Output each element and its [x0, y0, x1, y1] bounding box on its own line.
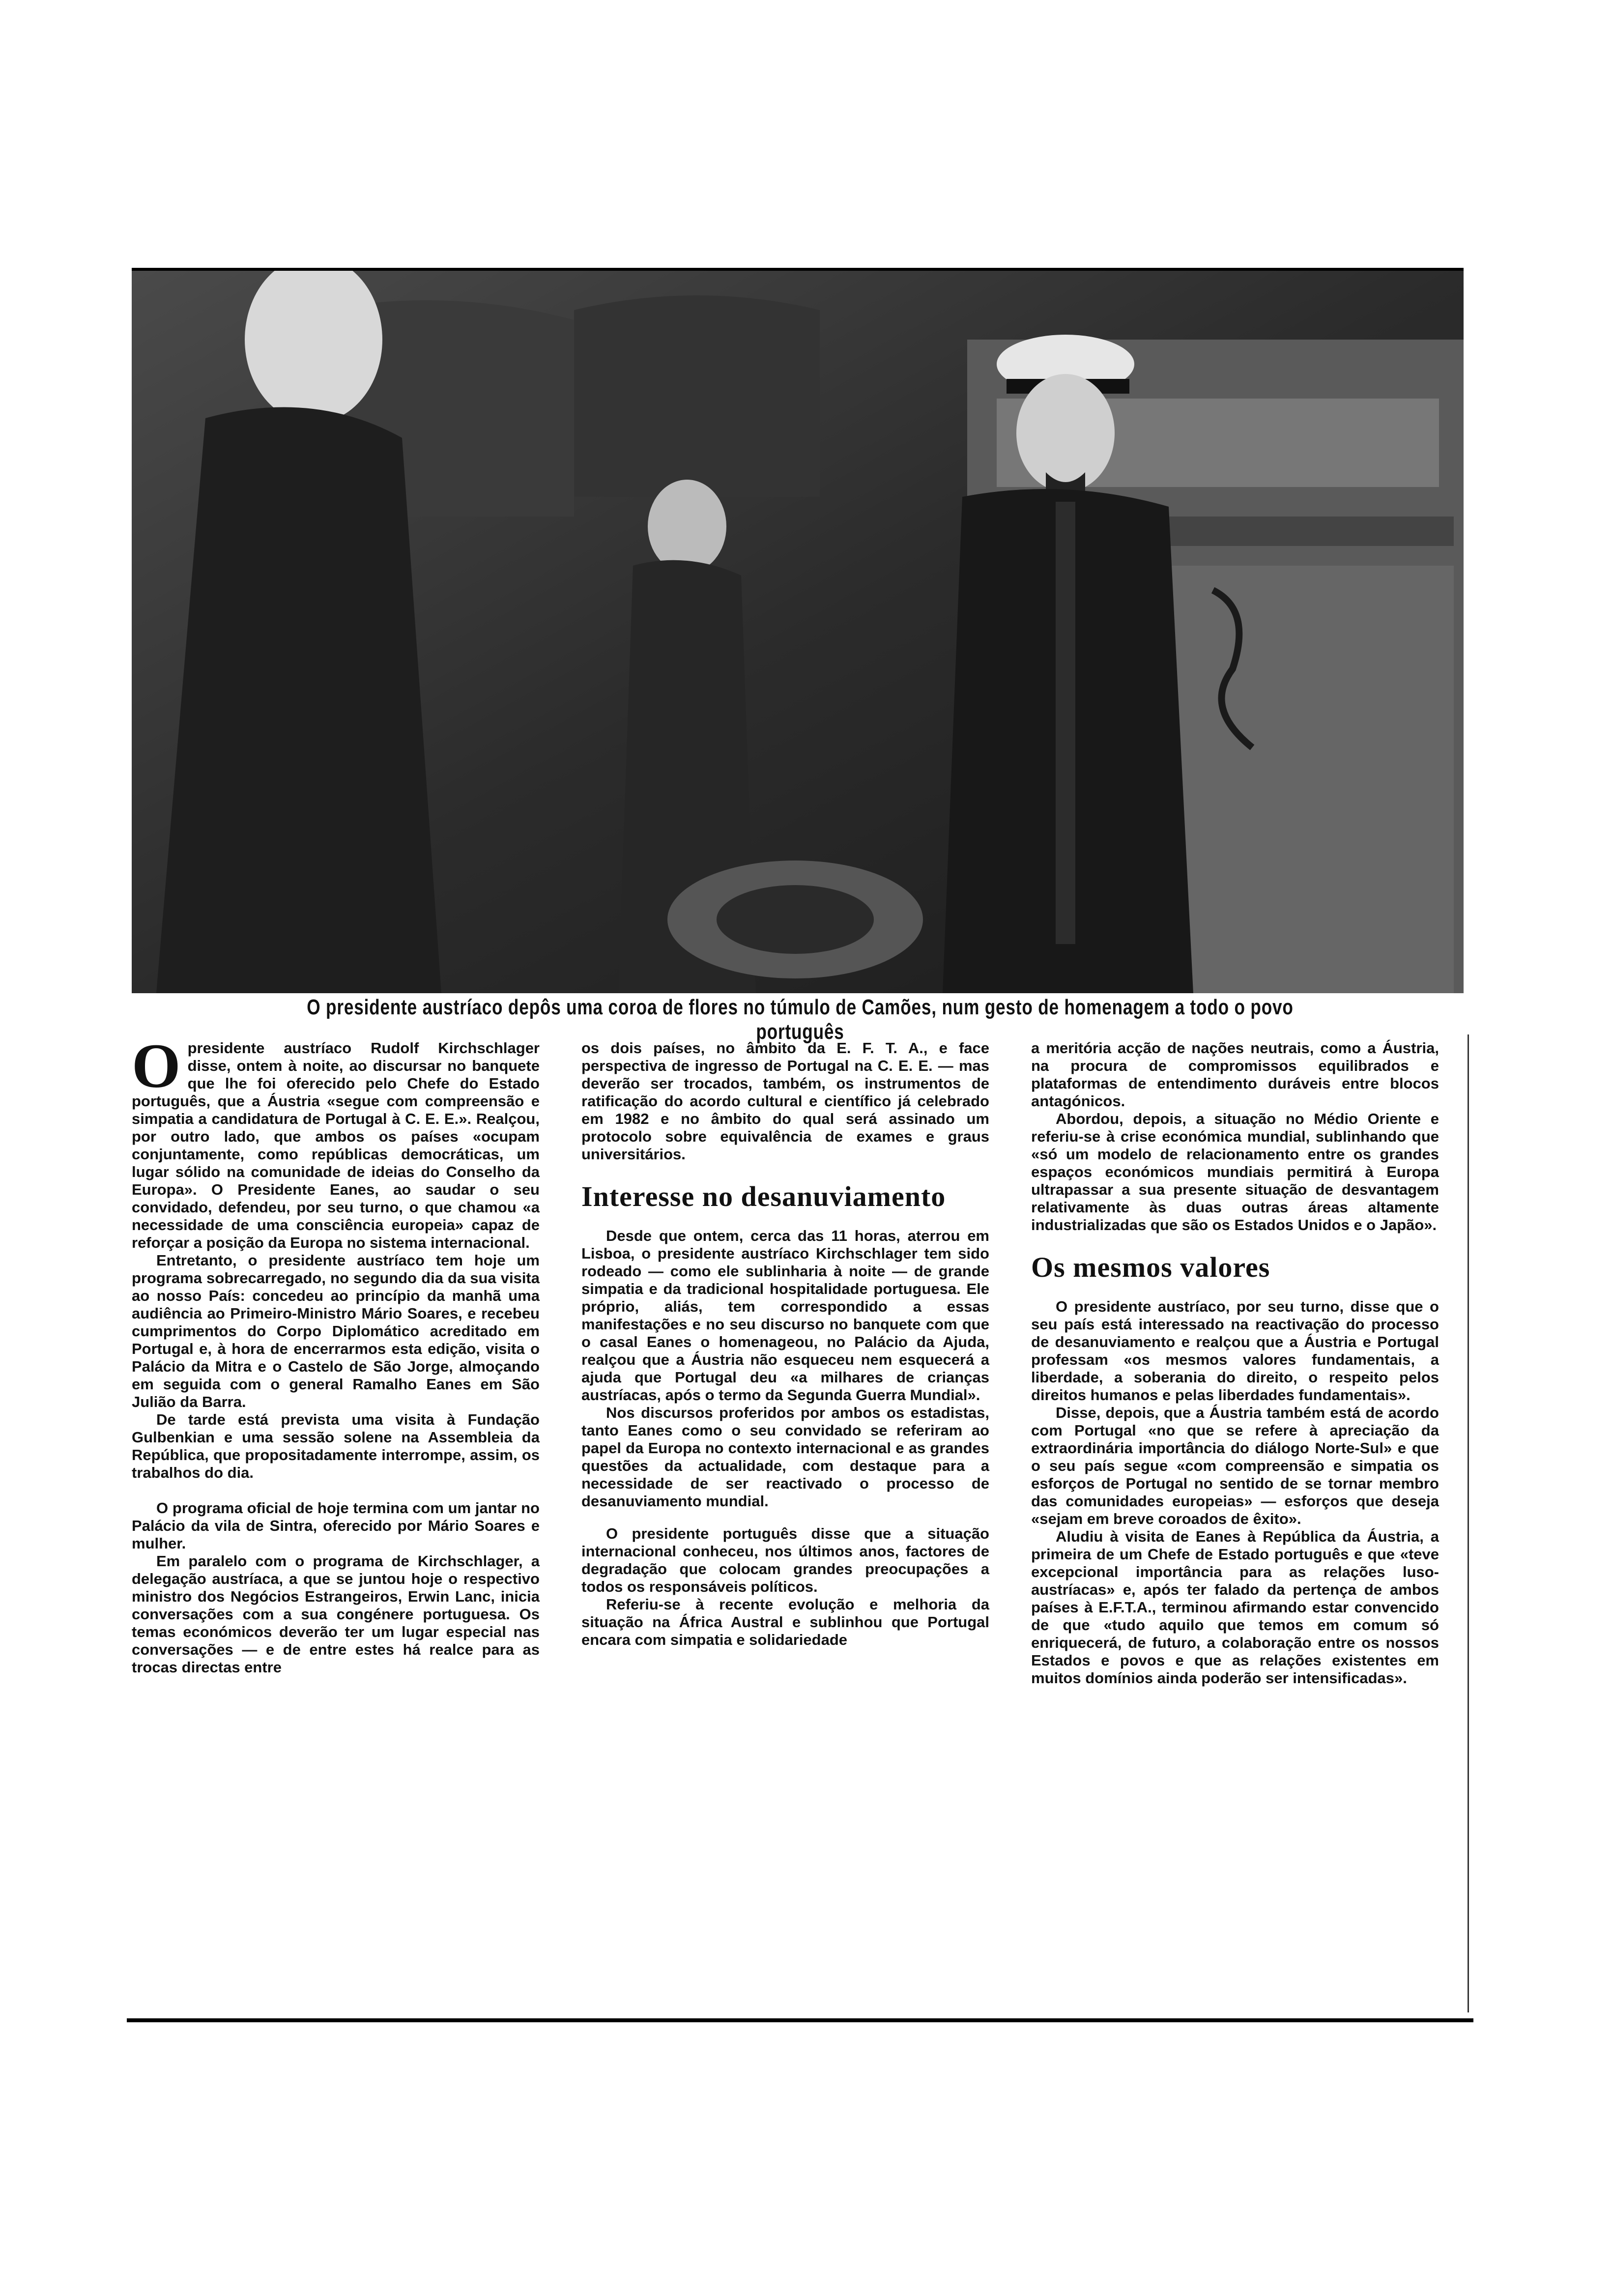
paragraph: os dois países, no âmbito da E. F. T. A., e face perspectiva de ingresso de Portugal na C. E. E. — mas deverão ser trocados, também, os instrumentos de ratificação do acordo cultural e científico já celebrado em 1982 e no âmbito do qual será assinado um protocolo sobre equivalência de exames e graus universitários. — [581, 1039, 989, 1163]
article-column-1 — [132, 1031, 540, 1676]
paragraph: Abordou, depois, a situação no Médio Oriente e referiu-se à crise económica mundial, sublinhando que «só um modelo de relacionamento entre os grandes espaços económicos mundiais permitirá à Europa ultrapassar a sua presente situação de desvantagem relativamente às duas outras áreas altamente industrializadas que são os Estados Unidos e o Japão». — [1031, 1110, 1439, 1234]
paragraph: Nos discursos proferidos por ambos os estadistas, tanto Eanes como o seu convidado se referiram ao papel da Europa no contexto internacional e as grandes questões da actualidade, com destaque para a necessidade de ser reactivado o processo de desanuviamento mundial. — [581, 1404, 989, 1510]
paragraph: O presidente português disse que a situação internacional conheceu, nos últimos anos, factores de degradação que colocam grandes preocupações a todos os responsáveis políticos. — [581, 1525, 989, 1595]
paragraph: Desde que ontem, cerca das 11 horas, aterrou em Lisboa, o presidente austríaco Kirchschlager tem sido rodeado — como ele sublinharia à noite — de grande simpatia e da tradicional hospitalidade portuguesa. Ele próprio, aliás, tem correspondido a essas manifestações e no seu discurso no banquete com que o casal Eanes o homenageou, no Palácio da Ajuda, realçou que a Áustria não esqueceu nem esquecerá a ajuda que Portugal deu «a milhares de crianças austríacas, após o termo da Segunda Guerra Mundial». — [581, 1227, 989, 1404]
paragraph: presidente austríaco Rudolf Kirchschlager disse, ontem à noite, ao discursar no banquete que lhe foi oferecido pelo Chefe do Estado português, que a Áustria «segue com compreensão e simpatia a candidatura de Portugal à C. E. E.». Realçou, por outro lado, que ambos os países «ocupam conjuntamente, como repúblicas democráticas, um lugar sólido na comunidade de ideias do Conselho da Europa». O Presidente Eanes, ao saudar o seu convidado, defendeu, por seu turno, o que chamou «a necessidade de uma consciência europeia» capaz de reforçar a posição da Europa no sistema internacional. — [132, 1039, 540, 1251]
paragraph: De tarde está prevista uma visita à Fundação Gulbenkian e uma sessão solene na Assembleia da República, que propositadamente interrompe, assim, os trabalhos do dia. — [132, 1411, 540, 1481]
article-column-3 — [1031, 1039, 1439, 1687]
newspaper-clipping — [127, 268, 1473, 2022]
news-photo — [132, 268, 1464, 993]
paragraph: Entretanto, o presidente austríaco tem hoje um programa sobrecarregado, no segundo dia da sua visita ao nosso País: concedeu ao princípio da manhã uma audiência ao Primeiro-Ministro Mário Soares, e recebeu cumprimentos do Corpo Diplomático acreditado em Portugal e, à hora de encerrarmos esta edição, visita o Palácio da Mitra e o Castelo de São Jorge, almoçando em seguida com o general Ramalho Eanes em São Julião da Barra. — [132, 1252, 540, 1410]
paragraph: a meritória acção de nações neutrais, como a Áustria, na procura de compromissos equilibrados e plataformas de entendimento duráveis entre blocos antagónicos. — [1031, 1039, 1439, 1110]
drop-cap: O — [132, 1031, 181, 1101]
subhead-desanuviamento: Interesse no desanuviamento — [581, 1180, 946, 1212]
paragraph: Aludiu à visita de Eanes à República da Áustria, a primeira de um Chefe de Estado português e que «teve excepcional importância para as relações luso-austríacas» e, após ter falado da pertença de ambos países à E.F.T.A., terminou afirmando estar convencido de que «tudo aquilo que temos em comum só enriquecerá, de futuro, a colaboração entre os nossos Estados e povos e que as relações existentes em muitos domínios ainda poderão ser intensificadas». — [1031, 1528, 1439, 1687]
column-rule — [1468, 1034, 1469, 2012]
paragraph: Em paralelo com o programa de Kirchschlager, a delegação austríaca, a que se juntou hoje o respectivo ministro dos Negócios Estrangeiros, Erwin Lanc, inicia conversações com a sua congénere portuguesa. Os temas económicos deverão ter um lugar especial nas conversações — e de entre estes há realce para as trocas directas entre — [132, 1552, 540, 1676]
paragraph: Disse, depois, que a Áustria também está de acordo com Portugal «no que se refere à apreciação da extraordinária importância do diálogo Norte-Sul» e que o seu país segue «com compreensão e simpatia os esforços de Portugal no sentido de se tornar membro das comunidades europeias» — esforços que deseja «sejam em breve coroados de êxito». — [1031, 1404, 1439, 1527]
photo-illustration — [132, 271, 1464, 993]
paragraph: O programa oficial de hoje termina com um jantar no Palácio da vila de Sintra, oferecido por Mário Soares e mulher. — [132, 1499, 540, 1552]
article-column-2 — [581, 1039, 989, 1649]
paragraph: Referiu-se à recente evolução e melhoria da situação na África Austral e sublinhou que Portugal encara com simpatia e solidariedade — [581, 1596, 989, 1648]
photo-caption: O presidente austríaco depôs uma coroa de flores no túmulo de Camões, num gesto de homenagem a todo o povo português — [307, 995, 1294, 1044]
paragraph: O presidente austríaco, por seu turno, disse que o seu país está interessado na reactivação do processo de desanuviamento e realçou que a Áustria e Portugal professam «os mesmos valores fundamentais, a liberdade, a soberania do direito, o respeito pelos direitos humanos e pelas liberdades fundamentais». — [1031, 1298, 1439, 1404]
bottom-rule — [127, 2018, 1473, 2022]
subhead-mesmos-valores: Os mesmos valores — [1031, 1251, 1270, 1283]
